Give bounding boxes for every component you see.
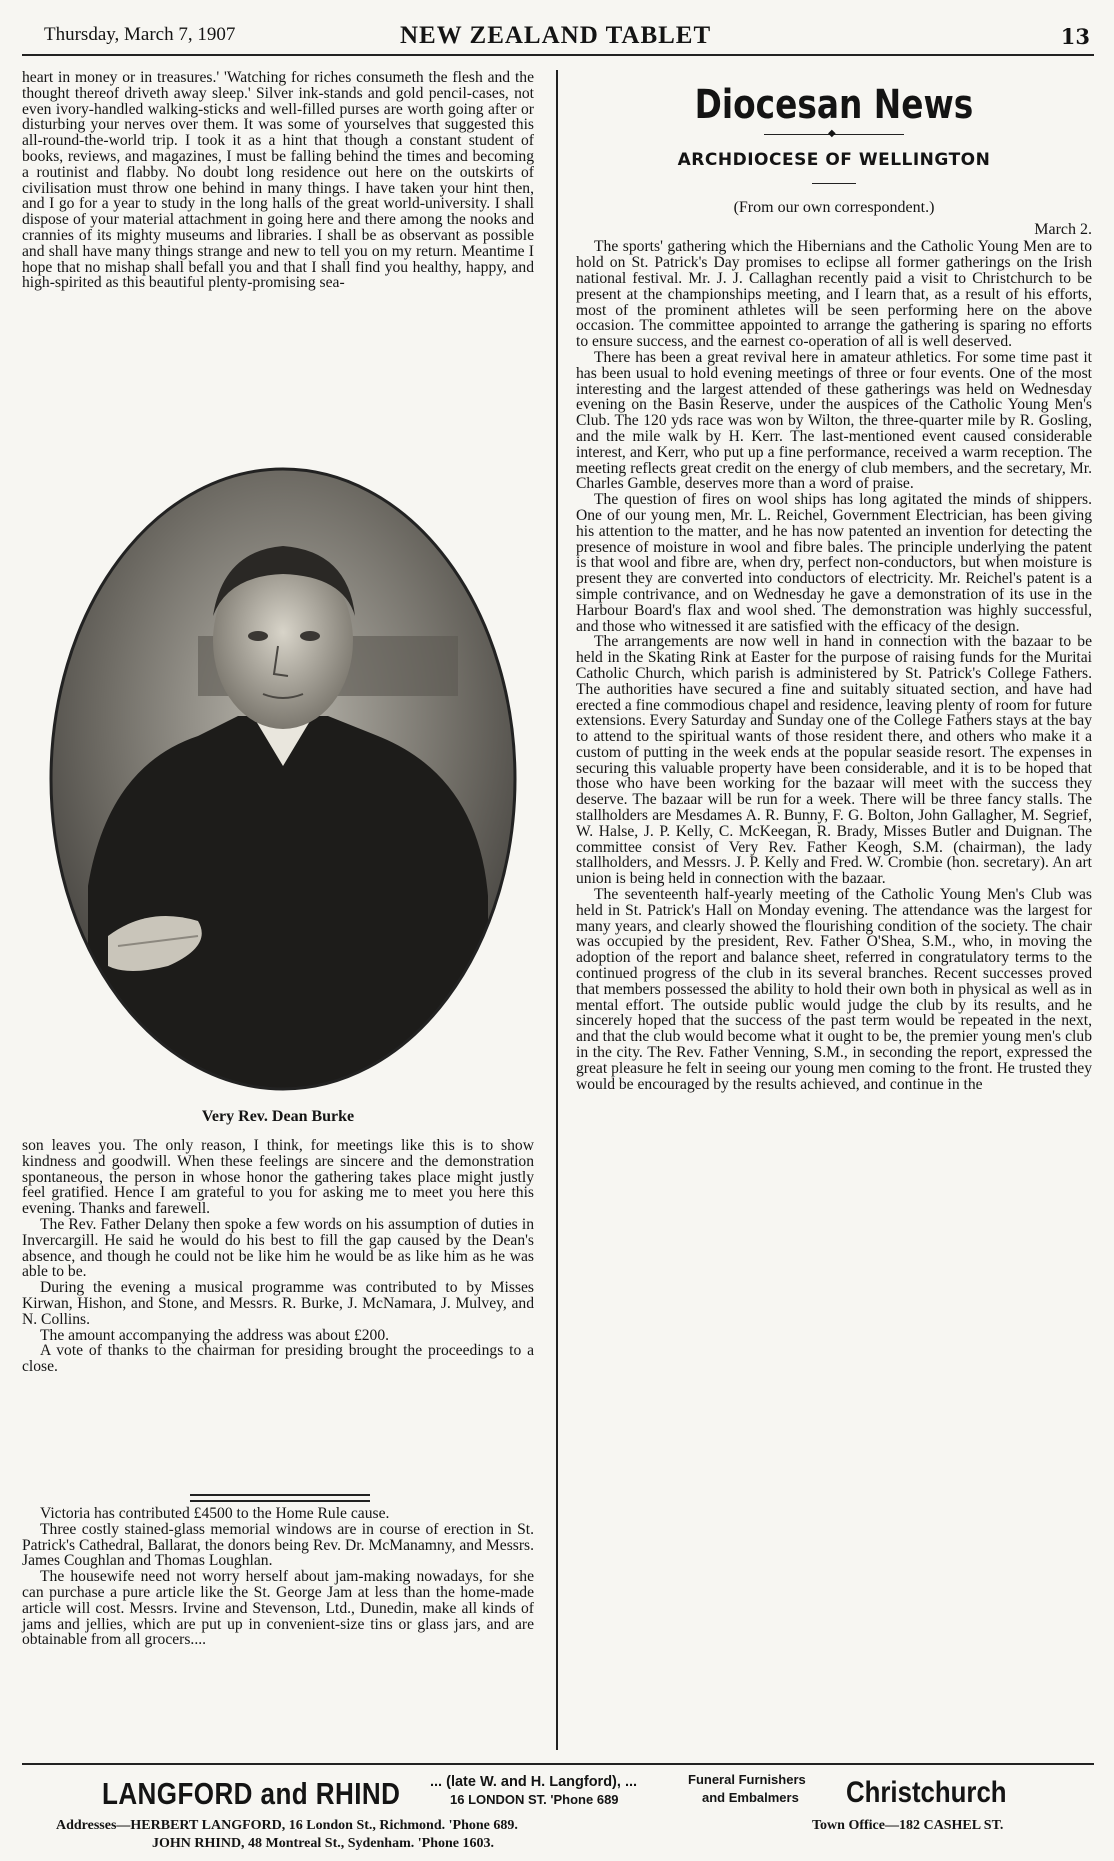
header-rule bbox=[22, 54, 1094, 56]
city-name: Christchurch bbox=[846, 1776, 1007, 1809]
firm-name: LANGFORD and RHIND bbox=[102, 1776, 401, 1811]
archdiocese-subheading: ARCHDIOCESE OF WELLINGTON bbox=[677, 150, 991, 170]
correspondent-note: (From our own correspondent.) bbox=[733, 198, 935, 216]
address-line-2: JOHN RHIND, 48 Montreal St., Sydenham. 'Phone 1603. bbox=[152, 1836, 494, 1851]
embalmers: and Embalmers bbox=[702, 1790, 799, 1805]
left-column-top bbox=[22, 70, 534, 291]
article-text-continued: heart in money or in treasures.' 'Watching for riches consumeth the flesh and the thought thereof driveth away sleep.' Silver ink-stands and gold pencil-cases, not even ivory-handled walking-sticks and well-filled purses are worth going after or disturbing your nerves over them. It was some of yourselves that suggested this all-round-the-world trip. I took it as a hint that though a constant student of books, reviews, and magazines, I must be falling behind the times and becoming a routinist and flabby. No doubt long residence out here on the outskirts of civilisation must throw one behind in many things. I have taken your hint then, and I go for a year to study in the long halls of the great world-university. I shall dispose of your material attachment in going here and there among the nooks and crannies of its mighty museums and libraries. I shall be as observant as possible and shall have many things strange and new to tell you on my return. Meantime I hope that no mishap shall befall you and that I shall find you healthy, happy, and high-spirited as this beautiful plenty-promising sea- bbox=[22, 69, 534, 292]
paragraph: The arrangements are now well in hand in connection with the bazaar to be held in the Skating Rink at Easter for the purpose of raising funds for the Muritai Catholic Church, which parish is administered by St. Patrick's College Fathers. The authorities have secured a fine and suitably situated section, and have had erected a fine commodious chapel and residence, leaving plenty of room for future extensions. Every Saturday and Sunday one of the College Fathers stays at the bay to attend to the spiritual wants of those resident there, and others who make it a custom of putting in the week ends at the popular seaside resort. The expenses in securing this valuable property have been considerable, and it is to be hoped that those who have been working for the bazaar will meet with the success they deserve. The bazaar will be run for a week. There will be three fancy stalls. The stallholders are Mesdames A. R. Bunny, F. G. Bolton, John Gallagher, M. Segrief, W. Halse, J. P. Kelly, C. McKeegan, R. Brady, Misses Butler and Duignan. The committee consist of Very Rev. Father Keogh, S.M. (chairman), the lady stallholders, and Messrs. J. P. Kelly and Fred. W. Crombie (hon. secretary). An art union is being held in connection with the bazaar. bbox=[576, 633, 1092, 888]
page-header bbox=[30, 22, 1090, 54]
paragraph: The amount accompanying the address was about £200. bbox=[40, 1326, 390, 1344]
paragraph: The sports' gathering which the Hibernians and the Catholic Young Men are to hold on St. Patrick's Day promises to eclipse all former gatherings on the Irish national festival. Mr. J. J. Callaghan recently paid a visit to Christchurch to be present at the championships meeting, and I learn that, as a result of his efforts, most of the prominent athletes will be seen performing here on the above occasion. The committee appointed to arrange the gathering is sparing no efforts to ensure success, and the earnest co-operation of all is well deserved. bbox=[576, 238, 1092, 351]
firm-previous-name: ... (late W. and H. Langford), ... bbox=[430, 1774, 638, 1790]
right-column bbox=[576, 68, 1092, 1092]
column-divider bbox=[556, 70, 558, 1750]
ornamental-rule bbox=[764, 134, 904, 135]
page-number: 13 bbox=[1060, 24, 1090, 49]
paragraph: The Rev. Father Delany then spoke a few words on his assumption of duties in Invercargill. He said he would do his best to fill the gap caused by the Dean's absence, and though he could not be like him he would be as like him as he was able to be. bbox=[22, 1215, 534, 1281]
footer-rule bbox=[22, 1763, 1094, 1765]
paragraph: Three costly stained-glass memorial windows are in course of erection in St. Patrick's Cathedral, Ballarat, the donors being Rev. Dr. McManamny, and Messrs. James Coughlan and Thomas Loughlan. bbox=[22, 1520, 534, 1570]
paragraph: A vote of thanks to the chairman for presiding brought the proceedings to a close. bbox=[22, 1342, 534, 1376]
left-column-middle bbox=[22, 1138, 534, 1375]
paragraph: There has been a great revival here in amateur athletics. For some time past it has been usual to hold evening meetings of three or four events. One of the most interesting and the largest attended of these gatherings was held on Wednesday evening on the Basin Reserve, under the auspices of the Catholic Young Men's Club. The 120 yds race was won by Wilton, the three-quarter mile by R. Gosling, and the mile walk by H. Kerr. The last-mentioned event caused considerable interest, and Kerr, who put up a fine performance, received a warm reception. The meeting reflects great credit on the energy of club members, and the secretary, Mr. Charles Gamble, deserves more than a word of praise. bbox=[576, 348, 1092, 493]
header-date: Thursday, March 7, 1907 bbox=[44, 24, 236, 45]
firm-address-phone: 16 LONDON ST. 'Phone 689 bbox=[450, 1792, 619, 1807]
paragraph: The seventeenth half-yearly meeting of the Catholic Young Men's Club was held in St. Patrick's Hall on Monday evening. The attendance was the largest for many years, and clearly showed the flourishing condition of the society. The chair was occupied by the president, Rev. Father O'Shea, S.M., who, in moving the adoption of the report and balance sheet, referred in congratulatory terms to the continued progress of the club in its several branches. Recent successes proved that members possessed the ability to hold their own both in physical as well as in mental effort. The outside public would judge the club by its results, and he sincerely hoped that the success of the past term would be repeated in the next, and that the club would become what it ought to be, the premier young men's club in the city. The Rev. Father Venning, S.M., in seconding the report, expressed the great pleasure he felt in seeing our young men coming to the front. He trusted they would be encouraged by the results achieved, and continue in the bbox=[576, 886, 1092, 1093]
portrait-caption: Very Rev. Dean Burke bbox=[201, 1108, 355, 1125]
paragraph: During the evening a musical programme was contributed to by Misses Kirwan, Hishon, and Stone, and Messrs. R. Burke, J. McNamara, J. Mulvey, and N. Collins. bbox=[22, 1279, 534, 1328]
masthead-title: NEW ZEALAND TABLET bbox=[400, 22, 712, 49]
left-column-bottom bbox=[22, 1506, 534, 1648]
dateline: March 2. bbox=[1034, 220, 1092, 238]
section-separator bbox=[190, 1494, 370, 1502]
address-line-1: Addresses—HERBERT LANGFORD, 16 London St., Richmond. 'Phone 689. bbox=[56, 1818, 518, 1833]
advertisement-footer bbox=[22, 1770, 1094, 1850]
town-office: Town Office—182 CASHEL ST. bbox=[812, 1818, 1004, 1833]
paragraph: The housewife need not worry herself about jam-making nowadays, for she can purchase a pure article like the St. George Jam at less than the home-made article will cost. Messrs. Irvine and Stevenson, Ltd., Dunedin, make all kinds of jams and jellies, which are put up in convenient-size tins or glass jars, and are obtainable from all grocers.... bbox=[22, 1568, 534, 1649]
paragraph: The question of fires on wool ships has long agitated the minds of shippers. One of our young men, Mr. L. Reichel, Government Electrician, has been giving his attention to the matter, and he has now patented an invention for detecting the presence of moisture in wool and fibre bales. The principle underlying the patent is that wool and fibre are, when dry, perfect non-conductors, but when moisture is present they are converted into conductors of electricity. Mr. Reichel's patent is a simple contrivance, and on Wednesday he gave a demonstration of its use in the Harbour Board's flax and wool shed. The demonstration was highly successful, and those who witnessed it are satisfied with the efficacy of the design. bbox=[576, 491, 1092, 635]
paragraph: Victoria has contributed £4500 to the Home Rule cause. bbox=[40, 1505, 390, 1522]
dean-burke-portrait bbox=[48, 466, 518, 1092]
diocesan-news-heading: Diocesan News bbox=[694, 82, 974, 128]
short-rule bbox=[812, 183, 856, 184]
paragraph: son leaves you. The only reason, I think, for meetings like this is to show kindness and goodwill. When these feelings are sincere and the demonstration spontaneous, the person in whose honor the gathering takes place might justly feel gratified. Hence I am grateful to you for asking me to meet you here this evening. Thanks and farewell. bbox=[22, 1137, 534, 1218]
funeral-furnishers: Funeral Furnishers bbox=[688, 1772, 806, 1787]
